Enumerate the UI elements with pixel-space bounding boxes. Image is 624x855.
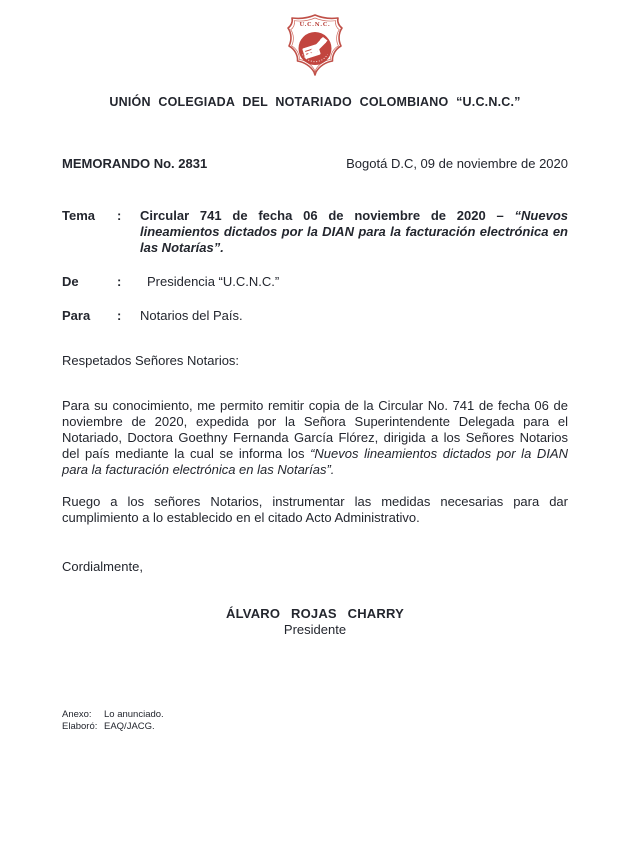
- body-paragraph-2: Ruego a los señores Notarios, instrumentar las medidas necesarias para dar cumplimiento a lo establecido en el citado Acto Administrativo.: [62, 494, 568, 525]
- field-colon: :: [117, 308, 122, 323]
- footer-annotations: [62, 709, 568, 732]
- signer-name: ÁLVARO ROJAS CHARRY: [226, 606, 404, 621]
- org-name-title: UNIÓN COLEGIADA DEL NOTARIADO COLOMBIANO “U.C.N.C.”: [109, 95, 521, 109]
- tema-text-italic: “Nuevos lineamientos dictados por la DIAN para la facturación electrónica en las Notarías”.: [140, 208, 568, 255]
- field-label-tema: Tema: [62, 208, 95, 223]
- field-value-para: Notarios del País.: [140, 308, 243, 323]
- anexo-line: [62, 709, 568, 721]
- field-value-de: Presidencia “U.C.N.C.”: [147, 274, 280, 289]
- field-tema: [62, 208, 568, 256]
- field-colon: :: [117, 208, 122, 223]
- paragraph-1-italic: “Nuevos lineamientos dictados por la DIAN para la facturación electrónica en las Notarías”.: [62, 446, 568, 477]
- elaboro-value: EAQ/JACG.: [104, 720, 155, 732]
- logo-acronym: U.C.N.C.: [299, 22, 331, 28]
- memo-number: MEMORANDO No. 2831: [62, 156, 208, 171]
- closing-line: Cordialmente,: [62, 559, 143, 574]
- signer-title: Presidente: [283, 622, 347, 637]
- field-para: [62, 308, 568, 324]
- memo-header-row: [62, 156, 568, 172]
- field-label-de: De: [62, 274, 79, 289]
- field-value-tema: [140, 208, 568, 256]
- anexo-label: Anexo:: [62, 709, 92, 720]
- salutation: Respetados Señores Notarios:: [62, 353, 240, 368]
- org-logo: [62, 12, 568, 82]
- field-label-para: Para: [62, 308, 91, 323]
- tema-text: Circular 741 de fecha 06 de noviembre de 2020 –: [140, 208, 515, 223]
- signature-block: [62, 606, 568, 638]
- paragraph-1-text: Para su conocimiento, me permito remitir copia de la Circular No. 741 de fecha 06 de noviembre de 2020, expedida por la Señora Superintendente Delegada para el Notariado, Doctora Goethny Fernanda García Flórez, dirigida a los Señores Notarios del país mediante la cual se informa los: [62, 398, 568, 461]
- field-de: [62, 274, 568, 290]
- ucnc-shield-icon: [273, 12, 357, 82]
- body-paragraph-1: [62, 398, 568, 478]
- anexo-value: Lo anunciado.: [104, 709, 164, 720]
- memo-date: Bogotá D.C, 09 de noviembre de 2020: [346, 156, 568, 171]
- field-colon: :: [117, 274, 122, 289]
- elaboro-line: [62, 721, 568, 733]
- elaboro-label: Elaboró:: [62, 720, 98, 732]
